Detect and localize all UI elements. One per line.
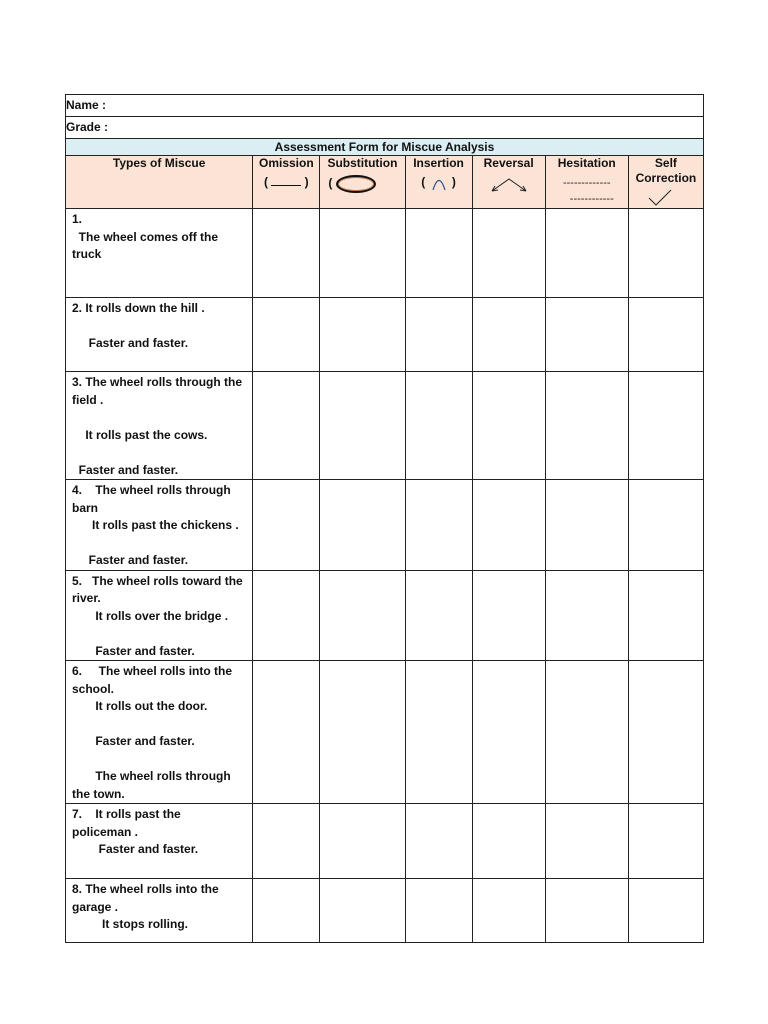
sentence-line: It rolls past the cows. <box>72 427 208 442</box>
sentence-line: 2. It rolls down the hill . <box>72 301 205 315</box>
sentence-line: 8. The wheel rolls into the <box>72 882 219 896</box>
omission-cell[interactable] <box>253 298 320 372</box>
substitution-cell[interactable] <box>320 804 405 879</box>
sentence-line <box>72 535 248 553</box>
sentence-line: truck <box>72 247 102 261</box>
miscue-sentence <box>66 372 253 480</box>
hesitation-cell[interactable] <box>545 804 628 879</box>
substitution-cell[interactable] <box>320 480 405 571</box>
sentence-line: the town. <box>72 786 125 801</box>
insertion-cell[interactable] <box>405 661 472 804</box>
miscue-sentence <box>66 804 253 879</box>
insertion-cell[interactable] <box>405 570 472 661</box>
reversal-cell[interactable] <box>472 298 545 372</box>
caret-icon <box>429 175 449 191</box>
sentence-line: 3. The wheel rolls through the <box>72 375 243 389</box>
substitution-symbol: ( <box>320 175 404 193</box>
sentence-line: policeman . <box>72 824 139 839</box>
reversal-cell[interactable] <box>472 372 545 480</box>
sentence-line: Faster and faster. <box>72 734 195 748</box>
reversal-cell[interactable] <box>472 480 545 571</box>
header-insertion: Insertion ( ) <box>405 156 472 209</box>
sentence-line: barn <box>72 500 99 515</box>
insertion-cell[interactable] <box>405 372 472 480</box>
header-row <box>66 156 704 209</box>
substitution-cell[interactable] <box>320 209 405 298</box>
omission-cell[interactable] <box>253 879 320 943</box>
sentence-line <box>72 318 248 336</box>
sentence-line: It rolls out the door. <box>72 699 208 713</box>
sentence-line: It stops rolling. <box>72 917 189 931</box>
substitution-cell[interactable] <box>320 570 405 661</box>
hesitation-cell[interactable] <box>545 209 628 298</box>
hesitation-cell[interactable] <box>545 661 628 804</box>
miscue-row <box>66 804 704 879</box>
sentence-line <box>72 716 248 734</box>
reversal-cell[interactable] <box>472 570 545 661</box>
header-substitution: Substitution ( <box>320 156 405 209</box>
miscue-sentence <box>66 879 253 943</box>
miscue-row <box>66 661 704 804</box>
omission-cell[interactable] <box>253 661 320 804</box>
self-correction-cell[interactable] <box>628 209 703 298</box>
insertion-symbol: ( ) <box>421 175 456 190</box>
assessment-form <box>65 94 704 943</box>
header-reversal: Reversal <box>472 156 545 209</box>
sentence-line: Faster and faster. <box>72 462 179 477</box>
checkmark-icon <box>647 188 673 208</box>
sentence-line: school. <box>72 681 115 696</box>
sentence-line: The wheel comes off the <box>72 229 219 244</box>
name-label: Name : <box>66 98 107 112</box>
miscue-sentence <box>66 298 253 372</box>
header-hesitation: Hesitation ------------- ------------ <box>545 156 628 209</box>
self-correction-cell[interactable] <box>628 298 703 372</box>
sentence-line: Faster and faster. <box>72 842 199 856</box>
miscue-sentence <box>66 661 253 804</box>
sentence-line: The wheel rolls through <box>72 769 231 783</box>
substitution-cell[interactable] <box>320 661 405 804</box>
self-correction-cell[interactable] <box>628 879 703 943</box>
header-types: Types of Miscue <box>66 156 253 209</box>
insertion-cell[interactable] <box>405 209 472 298</box>
miscue-row <box>66 570 704 661</box>
sentence-line: garage . <box>72 899 119 914</box>
oval-icon <box>336 175 376 193</box>
sentence-line: 1. <box>72 212 83 226</box>
self-correction-cell[interactable] <box>628 804 703 879</box>
hesitation-dash-2: ------------ <box>569 193 614 205</box>
sentence-line <box>72 751 248 769</box>
grade-label: Grade : <box>66 120 109 134</box>
header-omission: Omission ( ) <box>253 156 320 209</box>
insertion-cell[interactable] <box>405 298 472 372</box>
self-correction-cell[interactable] <box>628 570 703 661</box>
omission-cell[interactable] <box>253 209 320 298</box>
self-correction-cell[interactable] <box>628 372 703 480</box>
sentence-line: 7. It rolls past the <box>72 807 181 821</box>
sentence-line <box>72 409 248 427</box>
miscue-row <box>66 879 704 943</box>
sentence-line: field . <box>72 392 104 407</box>
miscue-sentence <box>66 480 253 571</box>
sentence-line: Faster and faster. <box>72 336 189 350</box>
sentence-line: 6. The wheel rolls into the <box>72 664 233 678</box>
omission-cell[interactable] <box>253 480 320 571</box>
sentence-line: Faster and faster. <box>72 553 189 567</box>
hesitation-dash-1: ------------- <box>562 177 611 189</box>
hesitation-cell[interactable] <box>545 372 628 480</box>
sentence-line: Faster and faster. <box>72 643 195 658</box>
sentence-line: It rolls past the chickens . <box>72 518 239 532</box>
reversal-cell[interactable] <box>472 661 545 804</box>
miscue-sentence <box>66 209 253 298</box>
sentence-line: 5. The wheel rolls toward the <box>72 573 243 588</box>
omission-symbol: ( ) <box>263 175 309 189</box>
sentence-line: It rolls over the bridge . <box>72 608 229 623</box>
self-correction-cell[interactable] <box>628 661 703 804</box>
reversal-symbol <box>473 175 545 199</box>
reversal-arrows-icon <box>486 175 532 195</box>
omission-cell[interactable] <box>253 570 320 661</box>
sentence-line: 4. The wheel rolls through <box>72 483 231 497</box>
form-title: Assessment Form for Miscue Analysis <box>66 139 704 156</box>
hesitation-cell[interactable] <box>545 298 628 372</box>
miscue-row <box>66 298 704 372</box>
grade-field[interactable] <box>66 117 704 139</box>
substitution-cell[interactable] <box>320 298 405 372</box>
hesitation-cell[interactable] <box>545 879 628 943</box>
miscue-row <box>66 209 704 298</box>
hesitation-cell[interactable] <box>545 480 628 571</box>
insertion-cell[interactable] <box>405 879 472 943</box>
miscue-row <box>66 372 704 480</box>
substitution-cell[interactable] <box>320 372 405 480</box>
sentence-line <box>72 444 248 462</box>
hesitation-cell[interactable] <box>545 570 628 661</box>
omission-cell[interactable] <box>253 804 320 879</box>
reversal-cell[interactable] <box>472 804 545 879</box>
sentence-line <box>72 625 248 643</box>
miscue-table <box>65 94 704 943</box>
omission-cell[interactable] <box>253 372 320 480</box>
miscue-sentence <box>66 570 253 661</box>
header-self-correction: Self Correction <box>628 156 703 209</box>
sentence-line: river. <box>72 591 101 605</box>
insertion-cell[interactable] <box>405 480 472 571</box>
substitution-cell[interactable] <box>320 879 405 943</box>
reversal-cell[interactable] <box>472 209 545 298</box>
self-correction-cell[interactable] <box>628 480 703 571</box>
name-field[interactable] <box>66 95 704 117</box>
reversal-cell[interactable] <box>472 879 545 943</box>
insertion-cell[interactable] <box>405 804 472 879</box>
underline-icon <box>271 175 301 186</box>
miscue-row <box>66 480 704 571</box>
